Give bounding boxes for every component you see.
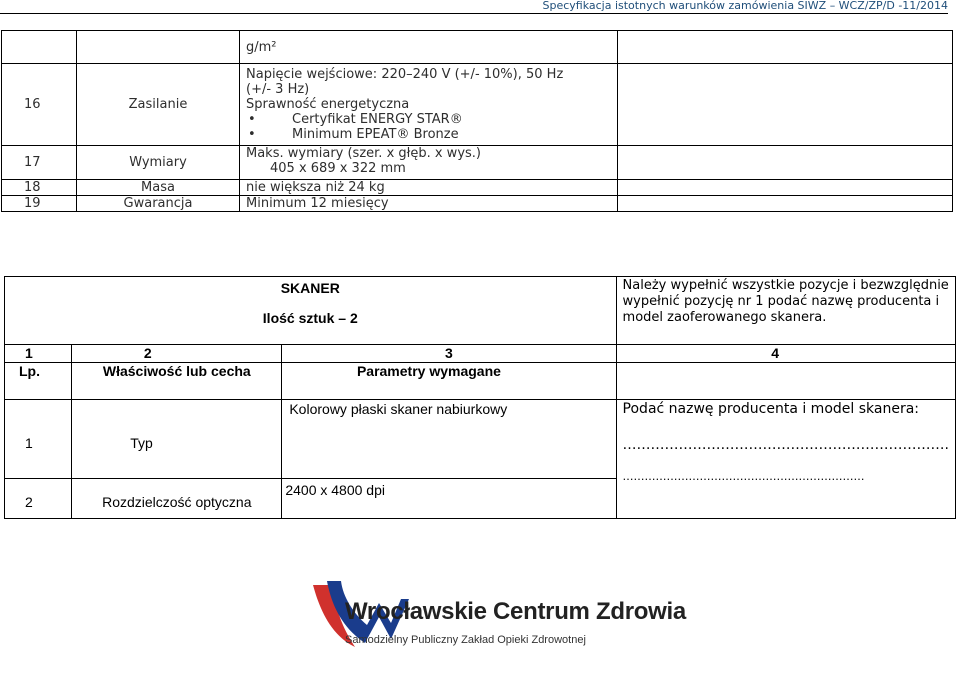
cell-fragment: g/m² xyxy=(240,31,618,64)
col-number: 1 xyxy=(5,345,72,363)
desc-line: 405 x 689 x 322 mm xyxy=(270,161,406,176)
table-row xyxy=(2,180,953,196)
row-name: Gwarancja xyxy=(77,196,240,212)
col-number: 4 xyxy=(616,345,955,363)
bullet-item: • Certyfikat ENERGY STAR® xyxy=(248,112,463,127)
row-value: Kolorowy płaski skaner nabiurkowy xyxy=(282,400,616,479)
scanner-table xyxy=(4,276,956,519)
bullet-icon: • xyxy=(248,127,256,142)
logo-title: Wrocławskie Centrum Zdrowia xyxy=(345,598,686,625)
row-name: Zasilanie xyxy=(77,64,240,146)
row-number: 2 xyxy=(5,479,72,519)
bullet-item: • Minimum EPEAT® Bronze xyxy=(248,127,459,142)
row-name: Masa xyxy=(77,180,240,196)
answer-cell[interactable] xyxy=(616,400,955,519)
row-value: 2400 x 4800 dpi xyxy=(282,479,616,519)
desc-line: Sprawność energetyczna xyxy=(246,97,410,112)
table-row xyxy=(2,196,953,212)
instructions-text: Należy wypełnić wszystkie pozycje i bezwzględnie wypełnić pozycję nr 1 podać nazwę producenta i model zaoferowanego skanera. xyxy=(616,277,955,345)
bullet-icon: • xyxy=(248,112,256,127)
desc-line: Maks. wymiary (szer. x głęb. x wys.) xyxy=(246,146,481,161)
row-name: Rozdzielczość optyczna xyxy=(72,479,282,519)
column-headers-row xyxy=(5,363,956,400)
row-description xyxy=(240,64,618,146)
logo-subtitle: Samodzielny Publiczny Zakład Opieki Zdrowotnej xyxy=(345,634,586,646)
table-row xyxy=(5,277,956,345)
row-value: Minimum 12 miesięcy xyxy=(240,196,618,212)
row-number: 17 xyxy=(2,146,77,180)
row-number: 1 xyxy=(5,400,72,479)
col-header-property: Właściwość lub cecha xyxy=(72,363,282,400)
desc-line: (+/- 3 Hz) xyxy=(246,82,310,97)
col-number: 3 xyxy=(282,345,616,363)
table-row xyxy=(2,64,953,146)
row-description xyxy=(240,146,618,180)
table-row xyxy=(2,31,953,64)
row-number: 18 xyxy=(2,180,77,196)
page-header xyxy=(0,0,948,14)
row-name: Typ xyxy=(72,400,282,479)
scanner-quantity: Ilość sztuk – 2 xyxy=(262,310,358,326)
header-title: Specyfikacja istotnych warunków zamówienia SIWZ – WCZ/ZP/D -11/2014 xyxy=(542,0,948,12)
table-row xyxy=(2,146,953,180)
col-number: 2 xyxy=(72,345,282,363)
scanner-title: SKANER xyxy=(280,280,340,296)
col-header-lp: Lp. xyxy=(5,363,72,400)
answer-label: Podać nazwę producenta i model skanera: xyxy=(622,401,920,417)
row-name: Wymiary xyxy=(77,146,240,180)
desc-line: Napięcie wejściowe: 220–240 V (+/- 10%), 50 Hz xyxy=(246,67,564,82)
row-number: 16 xyxy=(2,64,77,146)
table-row xyxy=(5,400,956,479)
answer-line[interactable]: ……………………………………………………………. xyxy=(622,437,949,453)
col-header-parameters: Parametry wymagane xyxy=(282,363,616,400)
column-numbers-row xyxy=(5,345,956,363)
row-number: 19 xyxy=(2,196,77,212)
scanner-title-cell xyxy=(5,277,617,345)
specs-table-continued xyxy=(1,30,953,212)
answer-line[interactable]: ………………………………………………………… xyxy=(622,470,865,483)
row-value: nie większa niż 24 kg xyxy=(240,180,618,196)
